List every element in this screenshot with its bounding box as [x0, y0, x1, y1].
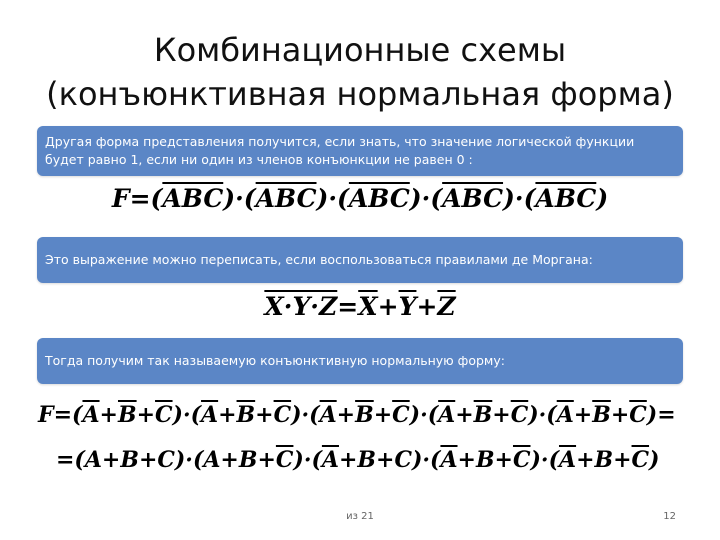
- footer-total-pages: из 21: [346, 511, 374, 522]
- footer-page-number: 12: [663, 511, 676, 522]
- text-box-3: Тогда получим так называемую конъюнктивную нормальную форму:: [37, 338, 683, 384]
- formula-cnf-line-1: $F=(\overline{A}+\overline{B}+\overline{C})\cdot(\overline{A}+\overline{B}+\overline{C})\cdot(\overline{A}+\overline{B}+\overline{C})\cdot(\overline{A}+\overline{B}+\overline{C})\cdot(\overline{A}+\overline{B}+\overline{C})=$: [38, 402, 676, 428]
- text-box-1: Другая форма представления получится, если знать, что значение логической функции будет равно 1, если ни один из членов конъюнкции не равен 0 :: [37, 126, 683, 176]
- text-box-2: Это выражение можно переписать, если воспользоваться правилами де Моргана:: [37, 237, 683, 283]
- title-line-1: Комбинационные схемы: [153, 31, 567, 69]
- title-line-2: (конъюнктивная нормальная форма): [46, 75, 674, 113]
- formula-de-morgan: $X\cdot Y\cdot Z=\overline{X}+\overline{Y}+\overline{Z}$: [264, 292, 456, 321]
- formula-f-negated-conjunction: $F=(\overline{ABC})\cdot(\overline{ABC})\cdot(\overline{ABC})\cdot(\overline{ABC})\cdot(\overline{ABC})$: [111, 184, 609, 213]
- formula-cnf-line-2: $=(A+B+C)\cdot(A+B+\overline{C})\cdot(\overline{A}+B+C)\cdot(\overline{A}+B+\overline{C})\cdot(\overline{A}+B+\overline{C})$: [56, 447, 660, 473]
- slide-title: [0, 28, 720, 116]
